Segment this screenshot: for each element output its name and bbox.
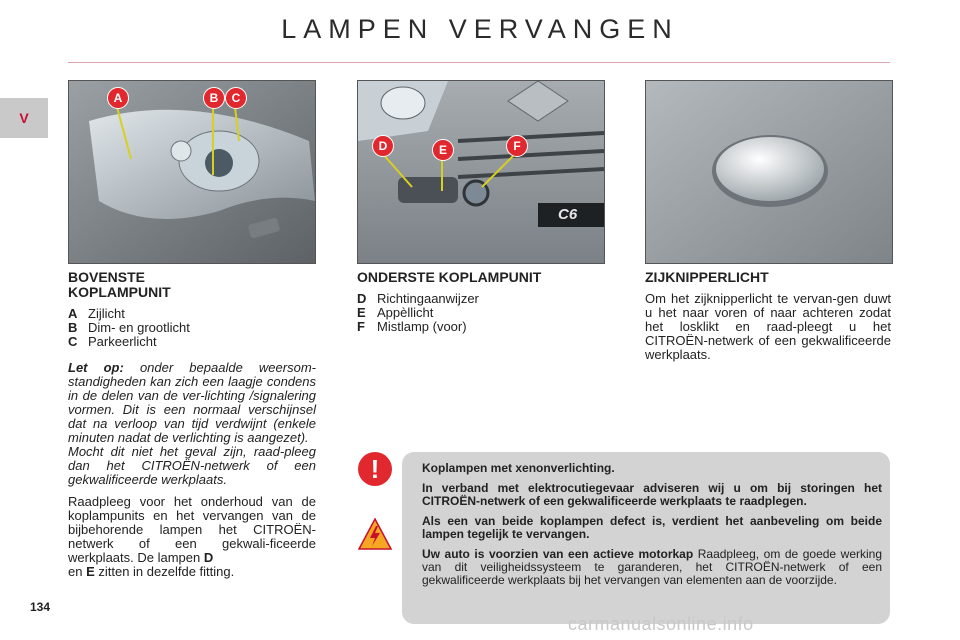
watermark: carmanualsonline.info	[568, 614, 754, 634]
side-text: Om het zijknipperlicht te vervan-gen duwt u het naar voren of naar achteren zodat het losklikt en raad-pleegt u het CITROËN-netwerk of een gekwalificeerde werkplaats.	[645, 291, 891, 362]
exclamation-icon: !	[358, 452, 392, 486]
note-text: onder bepaalde weersom-standigheden kan zich een laagje condens in de delen van de ver-lichting /signalering vormen. Dit is een normaal verschijnsel dat na verloop van tijd verdwijnt (enkele minuten nadat de verlichting is aangezet).	[68, 360, 316, 445]
list-item	[357, 320, 603, 334]
side-repeater-illustration	[646, 81, 892, 263]
upper-heading	[68, 270, 316, 300]
fog-lamp-illustration	[358, 81, 604, 263]
high-voltage-warning-icon	[358, 518, 392, 550]
condensation-note	[68, 361, 316, 487]
fog-lamp-photo	[357, 80, 605, 264]
lower-heading: ONDERSTE KOPLAMPUNIT	[357, 269, 542, 285]
warning-active-bonnet	[422, 548, 882, 587]
item-text: Appèllicht	[377, 305, 434, 320]
maintenance-advice	[68, 495, 316, 579]
item-key: F	[357, 319, 365, 334]
advice-text-2: zitten in dezelfde fitting.	[94, 564, 235, 579]
item-key: C	[68, 334, 78, 349]
list-item	[357, 306, 603, 320]
item-text: Parkeerlicht	[88, 334, 157, 349]
item-text: Zijlicht	[88, 306, 125, 321]
warning-replace-both: Als een van beide koplampen defect is, verdient het aanbeveling om beide lampen tegelijk te vervangen.	[422, 514, 882, 541]
warning-bonnet-text: Raadpleeg, om de goede werking van dit veiligheidssysteem te garanderen, het CITROËN-netwerk of een gekwalificeerde werkplaats bij het vervangen van elementen aan de voorzijde.	[422, 547, 882, 587]
item-key: A	[68, 306, 78, 321]
item-text: Richtingaanwijzer	[377, 291, 479, 306]
page-number: 134	[30, 600, 51, 614]
list-item	[68, 307, 316, 321]
list-item	[68, 335, 316, 349]
item-key: E	[357, 305, 366, 320]
chapter-tab[interactable]: V	[0, 98, 48, 138]
c6-emblem: C6	[558, 206, 578, 223]
label-c-badge: C	[225, 87, 247, 109]
side-repeater-section	[645, 270, 891, 362]
list-item	[68, 321, 316, 335]
advice-text: Raadpleeg voor het onderhoud van de koplampunits en het vervangen van de bijbehorende lampen het CITROËN-netwerk of een gekwali-ficeerde werkplaats. De lampen	[68, 494, 316, 565]
upper-heading-line1: BOVENSTE	[68, 269, 146, 285]
side-repeater-photo	[645, 80, 893, 264]
item-key: B	[68, 320, 78, 335]
upper-heading-line2: KOPLAMPUNIT	[68, 284, 171, 300]
upper-headlamp-section	[68, 270, 316, 579]
advice-e: E	[86, 564, 95, 579]
label-d-badge: D	[372, 135, 394, 157]
warning-title: Koplampen met xenonverlichting.	[422, 461, 615, 475]
title-rule	[68, 62, 890, 63]
note-label: Let op:	[68, 360, 124, 375]
item-key: D	[357, 291, 367, 306]
note-text-2: Mocht dit niet het geval zijn, raad-pleeg dan het CITROËN-netwerk of een gekwalificeerde werkplaats.	[68, 444, 316, 487]
side-heading: ZIJKNIPPERLICHT	[645, 269, 769, 285]
xenon-warning-box	[402, 452, 890, 624]
item-text: Dim- en grootlicht	[88, 320, 190, 335]
lower-headlamp-section	[357, 270, 603, 334]
label-b-badge: B	[203, 87, 225, 109]
advice-d: D	[203, 550, 214, 565]
label-e-badge: E	[432, 139, 454, 161]
advice-en: en	[68, 564, 87, 579]
headlight-illustration	[69, 81, 315, 263]
warning-electrocution: In verband met elektrocutiegevaar adviseren wij u om bij storingen het CITROËN-netwerk of een gekwalificeerde werkplaats te raadplegen.	[422, 481, 882, 508]
label-f-badge: F	[506, 135, 528, 157]
list-item	[357, 292, 603, 306]
page-title: LAMPEN VERVANGEN	[281, 14, 679, 44]
item-text: Mistlamp (voor)	[377, 319, 467, 334]
headlight-photo	[68, 80, 316, 264]
label-a-badge: A	[107, 87, 129, 109]
warning-bonnet-bold: Uw auto is voorzien van een actieve motorkap	[422, 547, 694, 561]
